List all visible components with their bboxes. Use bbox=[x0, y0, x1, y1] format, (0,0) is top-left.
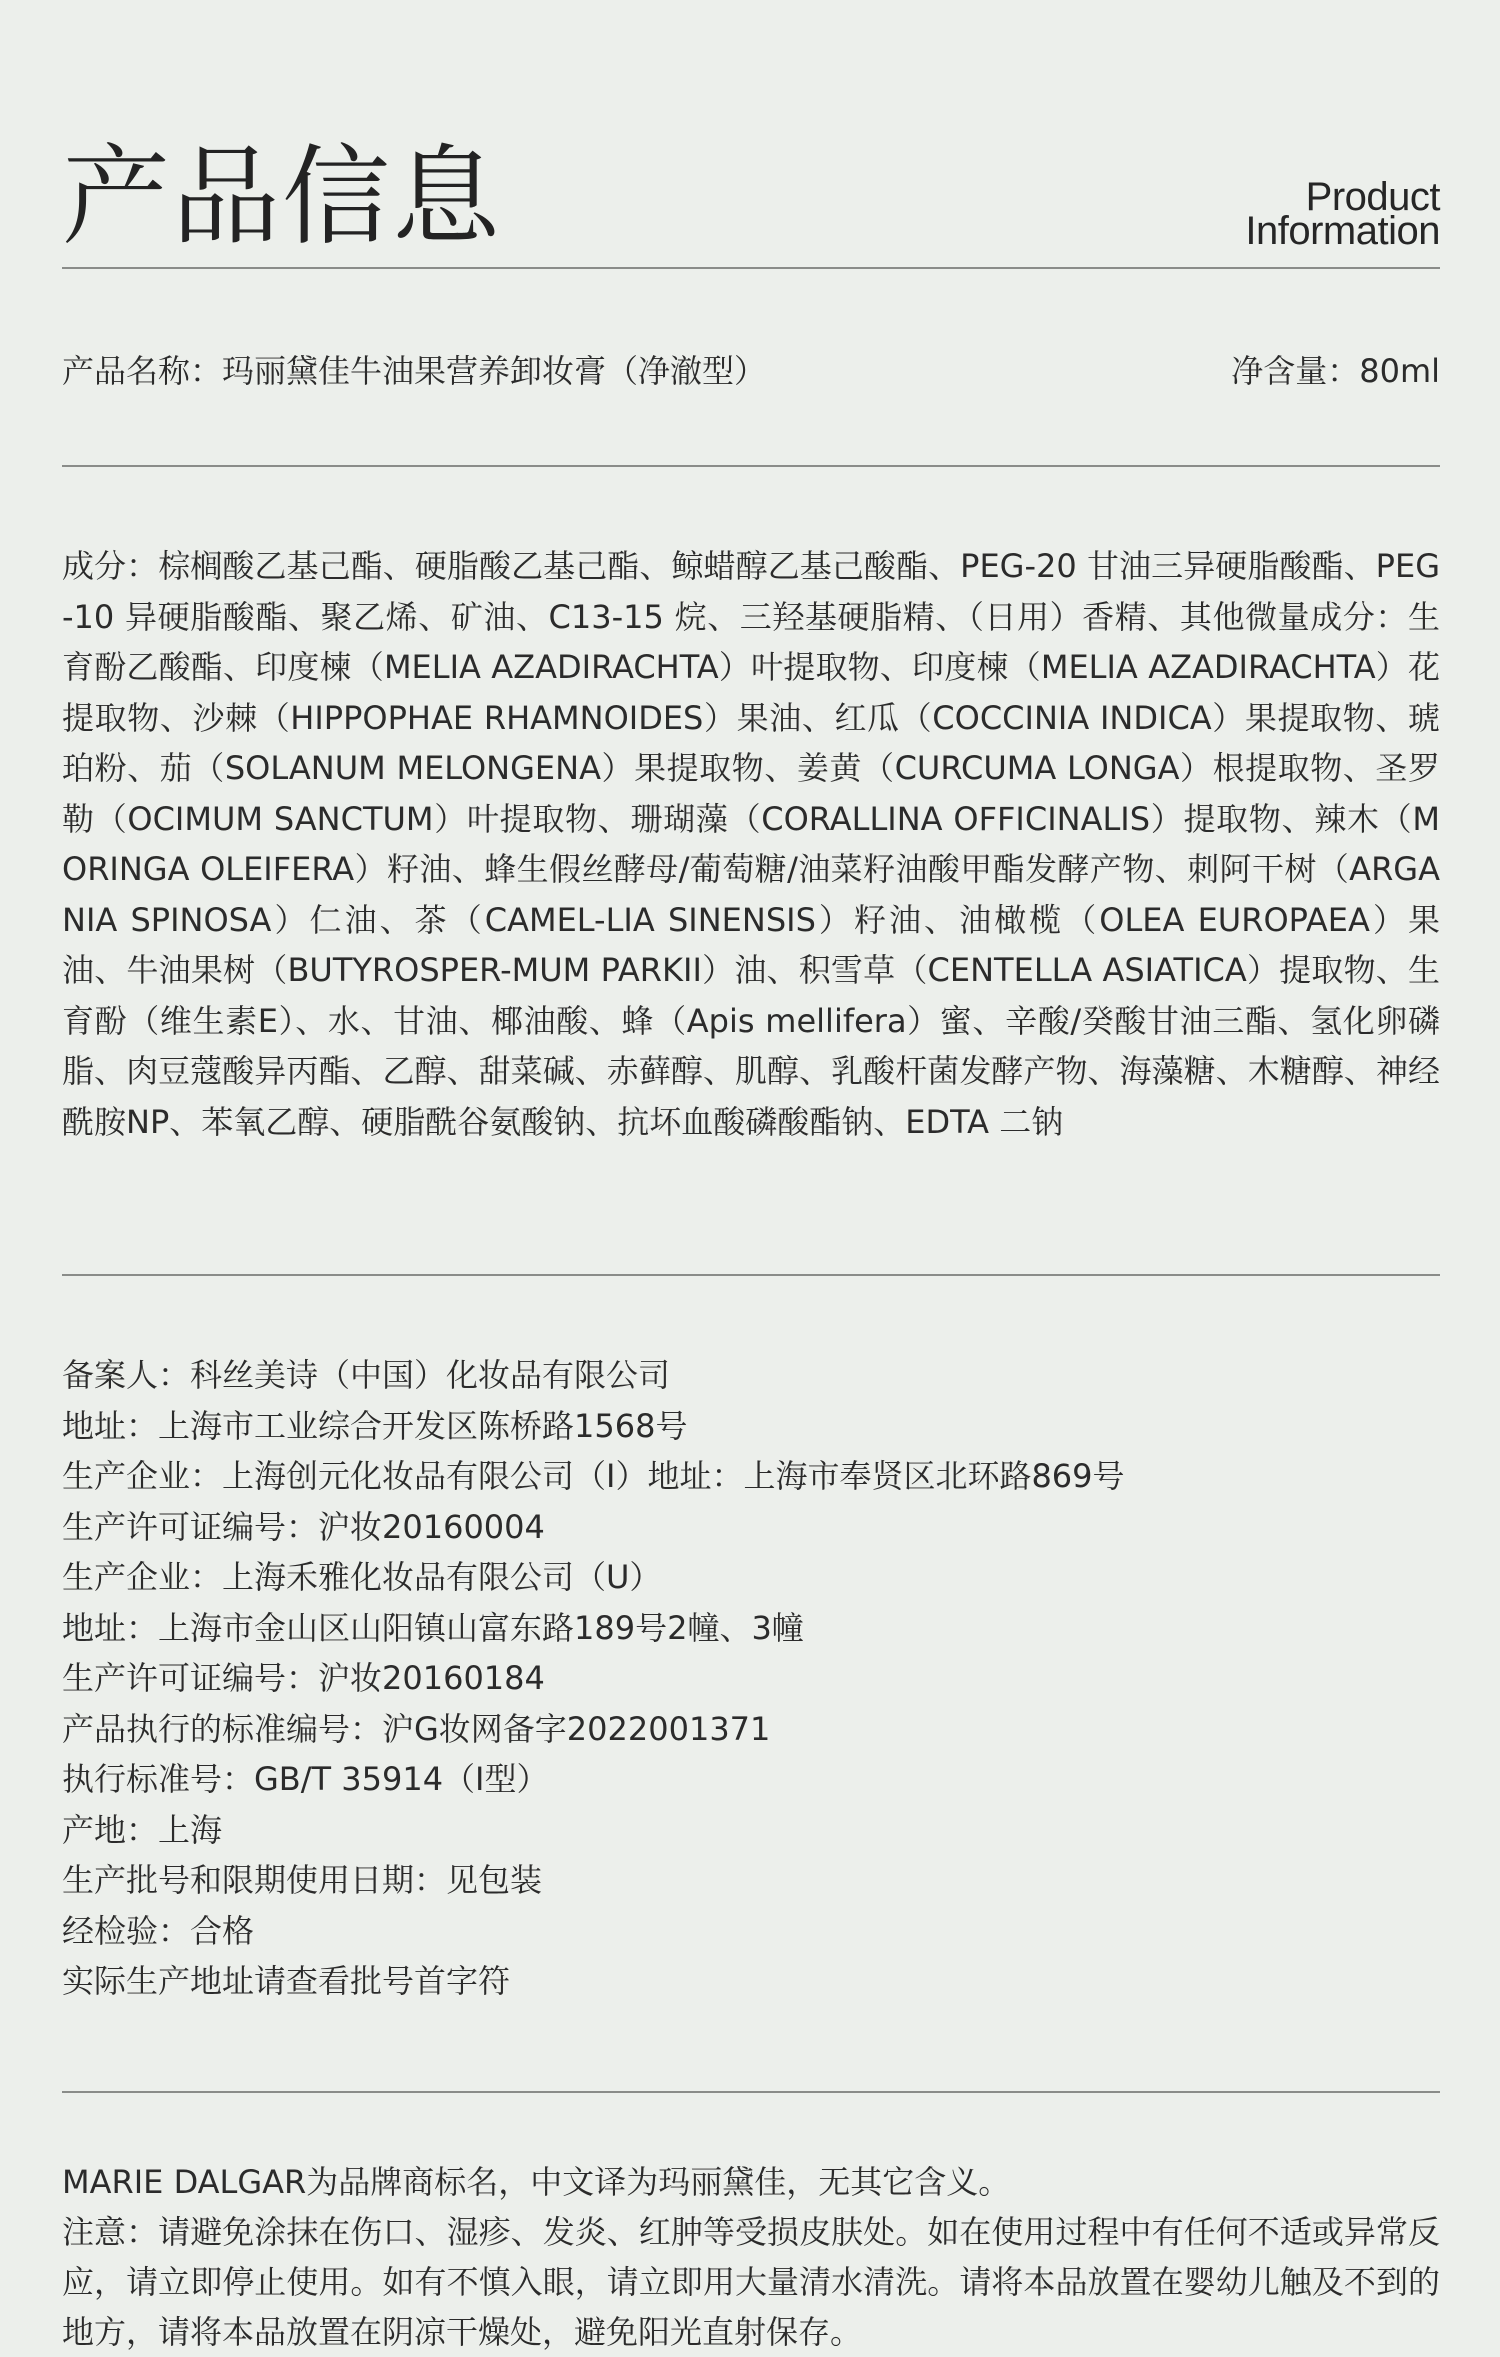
list-item: 执行标准号：GB/T 35914（I型） bbox=[62, 1760, 549, 1798]
list-item: 产品执行的标准编号：沪G妆网备字2022001371 bbox=[62, 1709, 771, 1748]
subtitle-line-product: Product bbox=[1305, 175, 1440, 219]
list-item: 生产许可证编号：沪妆20160004 bbox=[62, 1507, 545, 1546]
list-item: 生产许可证编号：沪妆20160184 bbox=[62, 1659, 545, 1697]
net-content bbox=[1231, 346, 1440, 396]
net-content-value: 80ml bbox=[1359, 352, 1440, 390]
brand-note: MARIE DALGAR为品牌商标名，中文译为玛丽黛佳，无其它含义。 bbox=[62, 2163, 1011, 2201]
page-subtitle-en bbox=[1245, 175, 1440, 253]
list-item: 备案人：科丝美诗（中国）化妆品有限公司 bbox=[62, 1356, 671, 1394]
warning-note: 注意：请避免涂抹在伤口、湿疹、发炎、红肿等受损皮肤处。如在使用过程中有任何不适或异常反应，请立即停止使用。如有不慎入眼，请立即用大量清水清洗。请将本品放置在婴幼儿触及不到的地方，请将本品放置在阴凉干燥处，避免阳光直射保存。 bbox=[62, 2213, 1440, 2351]
ingredients-text: 成分：棕榈酸乙基己酯、硬脂酸乙基己酯、鲸蜡醇乙基己酸酯、PEG-20 甘油三异硬脂酸酯、PEG-10 异硬脂酸酯、聚乙烯、矿油、C13-15 烷、三羟基硬脂精、（日用）香精、其他微量成分：生育酚乙酸酯、印度楝（MELIA AZADIRACHTA）叶提取物、印度楝（MELIA AZADIRACHTA）花提取物、沙棘（HIPPOPHAE RHAMNOIDES）果油、红瓜（COCCINIA INDICA）果提取物、琥珀粉、茄（SOLANUM MELONGENA）果提取物、姜黄（CURCUMA LONGA）根提取物、圣罗勒（OCIMUM SANCTUM）叶提取物、珊瑚藻（CORALLINA OFFICINALIS）提取物、辣木（MORINGA OLEIFERA）籽油、蜂生假丝酵母/葡萄糖/油菜籽油酸甲酯发酵产物、刺阿干树（ARGANIA SPINOSA）仁油、茶（CAMEL-LIA SINENSIS）籽油、油橄榄（OLEA EUROPAEA）果油、牛油果树（BUTYROSPER-MUM PARKII）油、积雪草（CENTELLA ASIATICA）提取物、生育酚（维生素E）、水、甘油、椰油酸、蜂（Apis mellifera）蜜、辛酸/癸酸甘油三酯、氢化卵磷脂、肉豆蔻酸异丙酯、乙醇、甜菜碱、赤藓醇、肌醇、乳酸杆菌发酵产物、海藻糖、木糖醇、神经酰胺NP、苯氧乙醇、硬脂酰谷氨酸钠、抗坏血酸磷酸酯钠、EDTA 二钠 bbox=[62, 547, 1440, 1141]
list-item: 地址：上海市工业综合开发区陈桥路1568号 bbox=[62, 1406, 688, 1445]
subtitle-line-information: Information bbox=[1245, 209, 1440, 253]
notes-section bbox=[62, 2157, 1440, 2357]
product-name-row bbox=[62, 346, 1440, 396]
net-content-label: 净含量： bbox=[1231, 352, 1360, 390]
manufacturer-info-list bbox=[62, 1350, 1440, 2007]
info-divider bbox=[62, 2091, 1440, 2093]
list-item: 生产批号和限期使用日期：见包装 bbox=[62, 1861, 543, 1899]
list-item: 产地：上海 bbox=[62, 1810, 223, 1849]
page-title: 产品信息 bbox=[62, 135, 503, 260]
product-name-label: 产品名称： bbox=[62, 352, 223, 390]
list-item: 实际生产地址请查看批号首字符 bbox=[62, 1962, 511, 2000]
list-item: 生产企业：上海禾雅化妆品有限公司（U） bbox=[62, 1558, 662, 1596]
product-name bbox=[62, 346, 766, 396]
list-item: 经检验：合格 bbox=[62, 1911, 255, 1950]
name-divider bbox=[62, 465, 1440, 467]
ingredients-divider bbox=[62, 1274, 1440, 1276]
list-item: 地址：上海市金山区山阳镇山富东路189号2幢、3幢 bbox=[62, 1608, 804, 1647]
list-item: 生产企业：上海创元化妆品有限公司（I）地址：上海市奉贤区北环路869号 bbox=[62, 1457, 1125, 1495]
product-name-value: 玛丽黛佳牛油果营养卸妆膏（净澈型） bbox=[222, 352, 767, 390]
header-divider bbox=[62, 267, 1440, 269]
page-header bbox=[62, 118, 1440, 268]
